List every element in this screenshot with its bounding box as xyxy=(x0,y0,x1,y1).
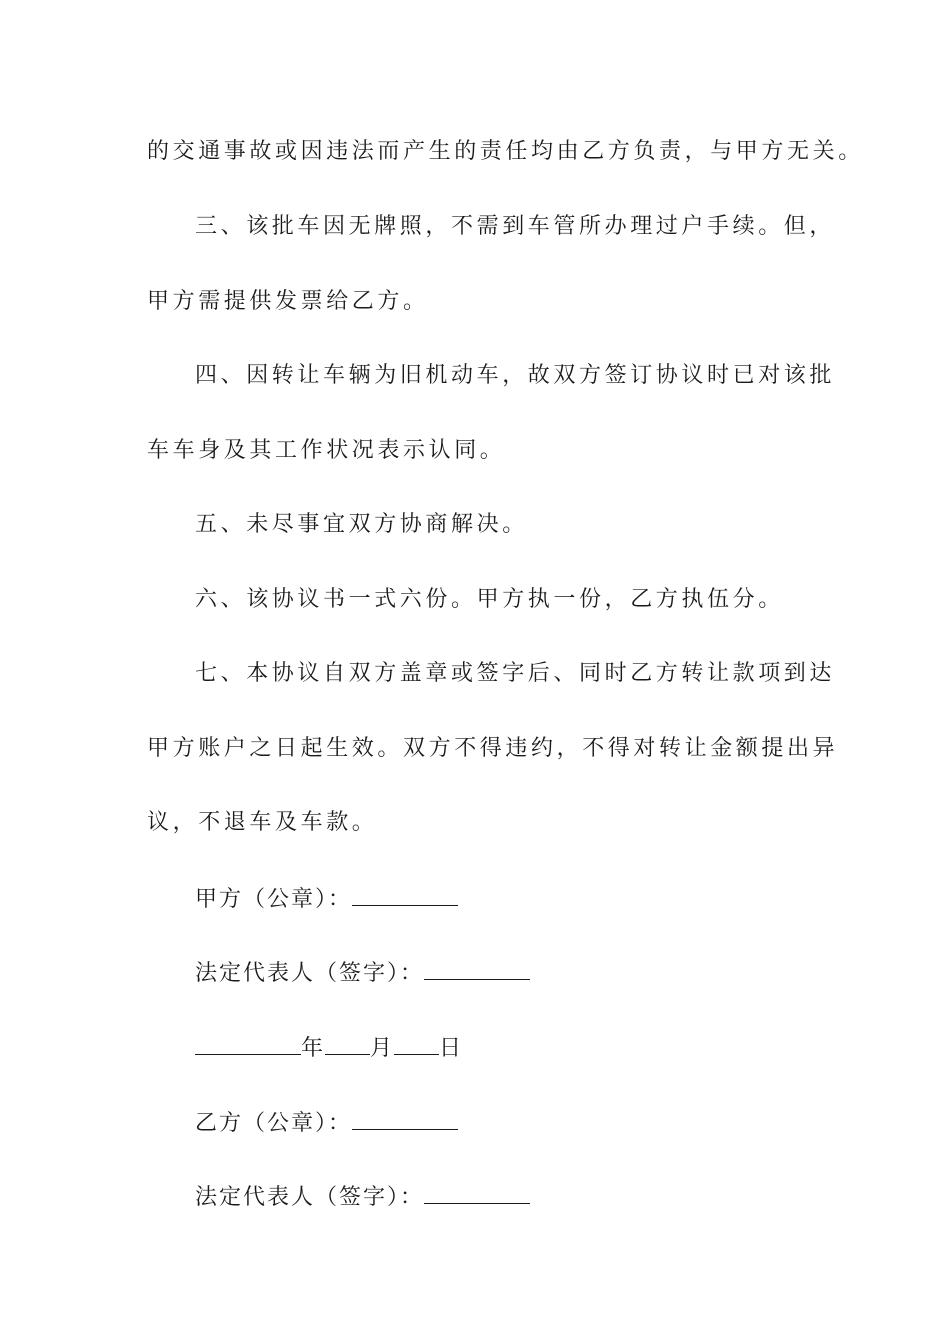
date-year-blank[interactable] xyxy=(195,1032,301,1055)
date-row xyxy=(195,1032,855,1064)
clause-7-line-2: 甲方账户之日起生效。双方不得违约，不得对转让金额提出异 xyxy=(147,736,839,761)
date-day-label: 日 xyxy=(439,1036,464,1061)
date-month-label: 月 xyxy=(370,1036,395,1061)
date-day-blank[interactable] xyxy=(394,1032,439,1055)
clause-3-line-2: 甲方需提供发票给乙方。 xyxy=(147,289,429,314)
party-b-rep-row xyxy=(195,1181,855,1213)
date-month-blank[interactable] xyxy=(325,1032,370,1055)
clause-5: 五、未尽事宜双方协商解决。 xyxy=(195,512,528,537)
party-b-seal-blank[interactable] xyxy=(352,1107,458,1130)
party-a-seal-label: 甲方（公章）： xyxy=(195,887,353,912)
clause-4-line-2: 车车身及其工作状况表示认同。 xyxy=(147,438,506,463)
party-b-rep-label: 法定代表人（签字）： xyxy=(195,1185,425,1210)
clause-6: 六、该协议书一式六份。甲方执一份，乙方执伍分。 xyxy=(195,587,784,612)
clause-3-line-1: 三、该批车因无牌照，不需到车管所办理过户手续。但， xyxy=(195,214,836,239)
party-a-seal-blank[interactable] xyxy=(352,883,458,906)
party-b-rep-blank[interactable] xyxy=(424,1181,530,1204)
party-a-seal-row xyxy=(195,883,855,915)
clause-7-line-3: 议，不退车及车款。 xyxy=(147,810,378,835)
party-b-seal-row xyxy=(195,1107,855,1139)
party-a-rep-label: 法定代表人（签字）： xyxy=(195,961,425,986)
party-a-rep-row xyxy=(195,957,855,989)
party-b-seal-label: 乙方（公章）： xyxy=(195,1111,353,1136)
clause-4-line-1: 四、因转让车辆为旧机动车，故双方签订协议时已对该批 xyxy=(195,363,836,388)
paragraph-line: 的交通事故或因违法而产生的责任均由乙方负责，与甲方无关。 xyxy=(147,139,864,164)
party-a-rep-blank[interactable] xyxy=(424,957,530,980)
clause-7-line-1: 七、本协议自双方盖章或签字后、同时乙方转让款项到达 xyxy=(195,661,836,686)
date-year-label: 年 xyxy=(301,1036,326,1061)
